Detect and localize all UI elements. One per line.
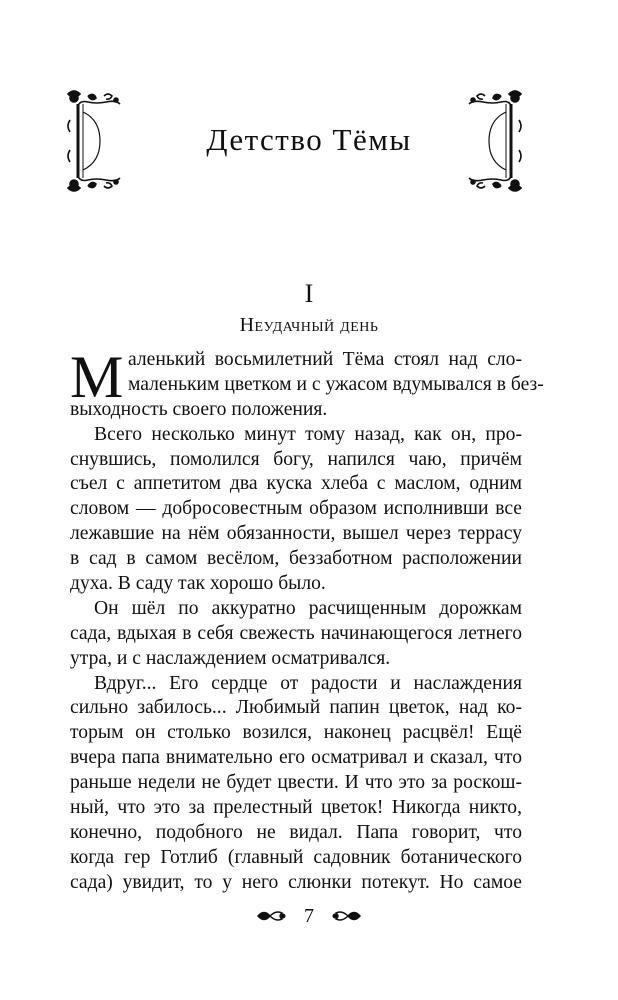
text-line: Он шёл по аккуратно расчищенным дорожкам — [94, 597, 522, 619]
page-number: 7 — [304, 905, 314, 927]
text-line: утра, и с наслаждением осматривался. — [70, 647, 391, 669]
text-line: сильно забилось... Любимый папин цветок, над ко- — [70, 697, 522, 719]
text-line: маленьким цветком и с ужасом вдумывался в без- — [128, 373, 544, 395]
text-line: сада, вдыхая в себя свежесть начинающегося летнего — [70, 622, 522, 644]
text-line: конечно, подобного не видал. Папа говорит, что — [70, 821, 522, 843]
chapter-number: I — [304, 279, 314, 308]
text-line: съел с аппетитом два куска хлеба с маслом, одним — [70, 473, 522, 495]
text-line: Вдруг... Его сердце от радости и наслаждения — [94, 672, 522, 694]
text-line: вчера папа внимательно его осматривал и сказал, что — [70, 747, 522, 769]
chapter-title: Неудачный день — [239, 314, 379, 336]
text-line: словом — добросовестным образом исполнивши все — [70, 498, 522, 520]
text-line: духа. В саду так хорошо было. — [70, 573, 326, 595]
ornament-frame-left-icon — [66, 90, 124, 192]
text-line: в сад в самом весёлом, беззаботном расположении — [70, 548, 522, 570]
chapter-text — [70, 344, 544, 896]
drop-cap: М — [70, 344, 124, 410]
book-title: Детство Тёмы — [206, 122, 412, 157]
text-line: Всего несколько минут тому назад, как он, про- — [94, 423, 522, 445]
ornament-frame-right-icon — [465, 90, 523, 192]
text-line: аленький восьмилетний Тёма стоял над сло- — [128, 349, 522, 370]
page-footer — [0, 904, 618, 928]
fleuron-right-icon — [332, 907, 362, 925]
fleuron-left-icon — [256, 907, 286, 925]
text-line: раньше недели не будет цвести. И что это за роскош- — [70, 772, 522, 794]
text-line: когда гер Готлиб (главный садовник ботанического — [70, 846, 522, 868]
text-line: лежавшие на нём обязанности, вышел через террасу — [70, 523, 522, 545]
text-line: сада) увидит, то у него слюнки потекут. Но самое — [70, 871, 522, 893]
text-line: выходность своего положения. — [70, 398, 328, 420]
text-line: торым он столько возился, наконец расцвёл! Ещё — [70, 722, 522, 744]
text-line: ный, что это за прелестный цветок! Никогда никто, — [70, 797, 522, 819]
text-line: снувшись, помолился богу, напился чаю, причём — [70, 448, 522, 470]
